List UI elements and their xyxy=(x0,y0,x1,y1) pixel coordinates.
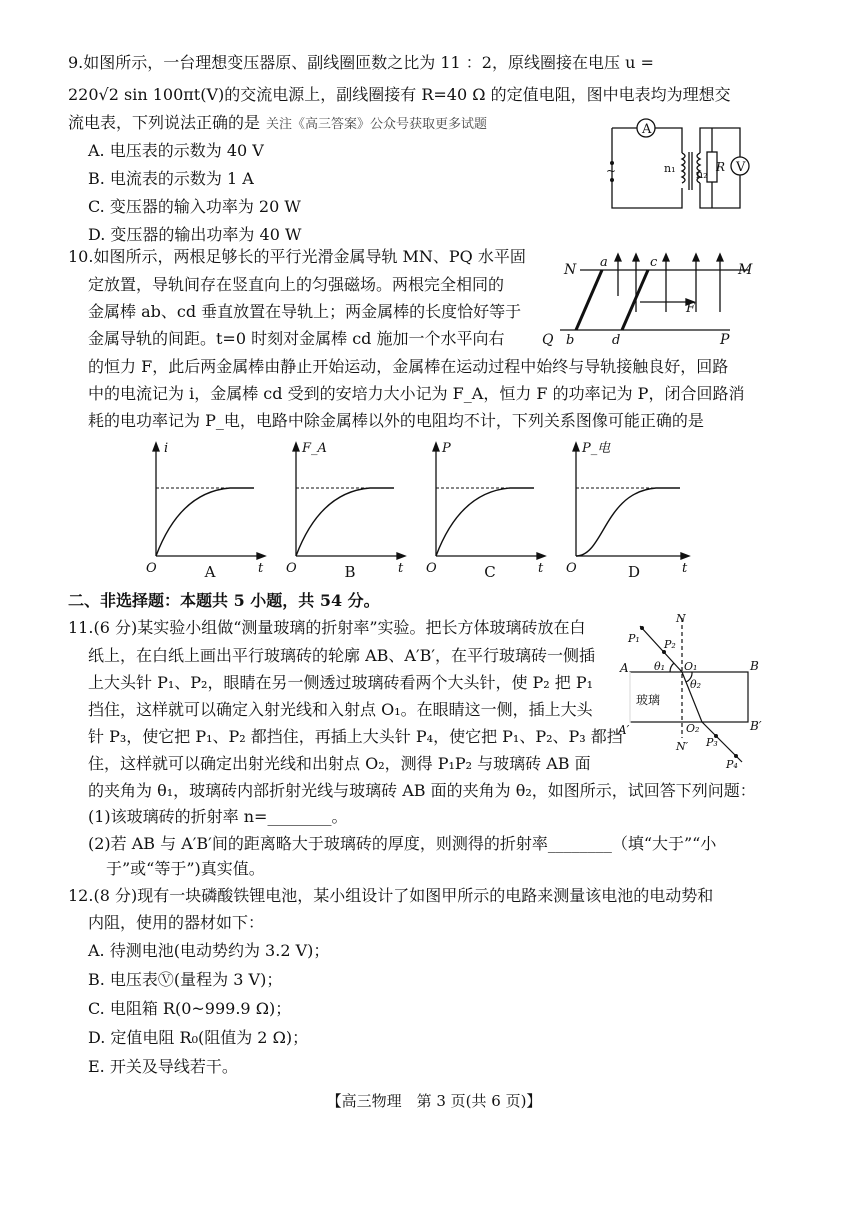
resistor-label: R xyxy=(716,160,726,174)
label-bp: B′ xyxy=(750,719,762,733)
label-b: B xyxy=(750,659,759,673)
watermark-text: 关注《高三答案》公众号获取更多试题 xyxy=(266,117,488,132)
label-f: F xyxy=(686,301,696,316)
q9-option-a: A. 电压表的示数为 40 V xyxy=(88,141,264,160)
graph-c-origin: O xyxy=(426,561,437,576)
transformer-circuit-figure xyxy=(600,108,760,218)
q11-line3: 上大头针 P₁、P₂，眼睛在另一侧透过玻璃砖看两个大头针，使 P₂ 把 P₁ xyxy=(88,673,594,692)
q11-sub2-cont: 于”或“等于”)真实值。 xyxy=(106,859,265,878)
label-p: P xyxy=(720,332,730,348)
q12-item-d: D. 定值电阻 R₀(阻值为 2 Ω)； xyxy=(88,1028,309,1047)
q12-line2: 内阻，使用的器材如下： xyxy=(88,913,265,932)
graph-c-ylabel: P xyxy=(442,441,451,456)
label-p1: P₁ xyxy=(628,632,640,645)
label-a: a xyxy=(600,255,608,270)
graph-a-xlabel: t xyxy=(258,561,264,576)
refraction-figure xyxy=(618,612,768,772)
q10-line3: 金属棒 ab、cd 垂直放置在导轨上；两金属棒的长度恰好等于 xyxy=(88,302,522,321)
label-d: d xyxy=(612,333,621,348)
graph-d-origin: O xyxy=(566,561,577,576)
q11-line2: 纸上，在白纸上画出平行玻璃砖的轮廓 AB、A′B′，在平行玻璃砖一侧插 xyxy=(88,646,595,665)
label-p3: P₃ xyxy=(706,736,718,749)
rails-figure xyxy=(540,246,760,346)
q11-line5: 针 P₃，使它把 P₁、P₂ 都挡住，再插上大头针 P₄，使它把 P₁、P₂、P₃ 都挡 xyxy=(88,727,623,746)
q11-line6: 住，这样就可以确定出射光线和出射点 O₂，测得 P₁P₂ 与玻璃砖 AB 面 xyxy=(88,754,591,773)
graph-a-origin: O xyxy=(146,561,157,576)
page-footer: 【高三物理 第 3 页(共 6 页)】 xyxy=(326,1092,542,1110)
section-heading: 二、非选择题：本题共 5 小题，共 54 分。 xyxy=(68,591,380,610)
q11-line4: 挡住，这样就可以确定入射光线和入射点 O₁。在眼睛这一侧，插上大头 xyxy=(88,700,593,719)
q11-line1: 11.(6 分)某实验小组做“测量玻璃的折射率”实验。把长方体玻璃砖放在白 xyxy=(68,618,586,637)
label-o2: O₂ xyxy=(686,722,700,735)
q9-line3 xyxy=(68,112,487,136)
q9-line3-text: 流电表，下列说法正确的是 xyxy=(68,113,261,132)
q11-sub1: (1)该玻璃砖的折射率 n=________。 xyxy=(88,807,348,826)
label-m: M xyxy=(738,262,753,278)
q12-item-e: E. 开关及导线若干。 xyxy=(88,1057,238,1076)
q9-line2: 220√2 sin 100πt(V)的交流电源上，副线圈接有 R=40 Ω 的定值电阻，图中电表均为理想交 xyxy=(68,85,731,104)
q10-line1: 10.如图所示，两根足够长的平行光滑金属导轨 MN、PQ 水平固 xyxy=(68,247,526,266)
label-theta2: θ₂ xyxy=(690,678,702,691)
label-p2: P₂ xyxy=(664,638,676,651)
graph-c-xlabel: t xyxy=(538,561,544,576)
graph-a-ylabel: i xyxy=(164,441,169,456)
graph-b-letter: B xyxy=(344,563,356,581)
graph-b-ylabel: F_A xyxy=(302,441,327,456)
label-n: N xyxy=(564,262,577,278)
label-glass: 玻璃 xyxy=(636,693,661,707)
ammeter-label: A xyxy=(642,122,652,137)
label-p4: P₄ xyxy=(726,758,738,771)
graph-b-xlabel: t xyxy=(398,561,404,576)
q12-item-c: C. 电阻箱 R(0~999.9 Ω)； xyxy=(88,999,292,1018)
graph-a-letter: A xyxy=(204,563,216,581)
label-ap: A′ xyxy=(618,723,630,737)
q11-sub2: (2)若 AB 与 A′B′间的距离略大于玻璃砖的厚度，则测得的折射率________（填“大于”“小 xyxy=(88,834,717,853)
voltmeter-label: V xyxy=(736,160,746,175)
q12-item-a: A. 待测电池(电动势约为 3.2 V)； xyxy=(88,941,330,960)
label-o1: O₁ xyxy=(684,660,698,673)
graph-d-xlabel: t xyxy=(682,561,688,576)
label-normal-n: N xyxy=(676,612,686,625)
q10-line2: 定放置，导轨间存在竖直向上的匀强磁场。两根完全相同的 xyxy=(88,275,505,294)
graph-d-letter: D xyxy=(627,563,641,581)
q10-line5: 的恒力 F，此后两金属棒由静止开始运动，金属棒在运动过程中始终与导轨接触良好，回路 xyxy=(88,357,729,376)
label-c: c xyxy=(650,255,658,270)
q10-line6: 中的电流记为 i，金属棒 cd 受到的安培力大小记为 F_A，恒力 F 的功率记为 P，闭合回路消 xyxy=(88,384,745,403)
q12-line1: 12.(8 分)现有一块磷酸铁锂电池，某小组设计了如图甲所示的电路来测量该电池的电动势和 xyxy=(68,886,714,905)
label-q: Q xyxy=(542,332,554,348)
graph-c-letter: C xyxy=(484,563,496,581)
q12-item-b: B. 电压表Ⓥ(量程为 3 V)； xyxy=(88,970,283,989)
label-a: A xyxy=(620,661,629,675)
graph-b-origin: O xyxy=(286,561,297,576)
q11-line7: 的夹角为 θ₁，玻璃砖内部折射光线与玻璃砖 AB 面的夹角为 θ₂，如图所示，试回答下列问题： xyxy=(88,781,756,800)
ac-source-symbol: ~ xyxy=(606,164,617,178)
label-b: b xyxy=(566,333,575,348)
q9-option-c: C. 变压器的输入功率为 20 W xyxy=(88,197,301,216)
q10-line4: 金属导轨的间距。t=0 时刻对金属棒 cd 施加一个水平向右 xyxy=(88,329,505,348)
q10-line7: 耗的电功率记为 P_电，电路中除金属棒以外的电阻均不计，下列关系图像可能正确的是 xyxy=(88,411,704,430)
label-normal-np: N′ xyxy=(676,740,689,753)
q9-option-b: B. 电流表的示数为 1 A xyxy=(88,169,254,188)
q9-option-d: D. 变压器的输出功率为 40 W xyxy=(88,225,302,244)
label-theta1: θ₁ xyxy=(654,660,666,673)
n1-label: n₁ xyxy=(664,162,676,175)
graph-d-ylabel: P_电 xyxy=(582,441,611,456)
q9-line1: 9.如图所示，一台理想变压器原、副线圈匝数之比为 11 ：2，原线圈接在电压 u = xyxy=(68,53,654,72)
n2-label: n₂ xyxy=(696,168,708,181)
